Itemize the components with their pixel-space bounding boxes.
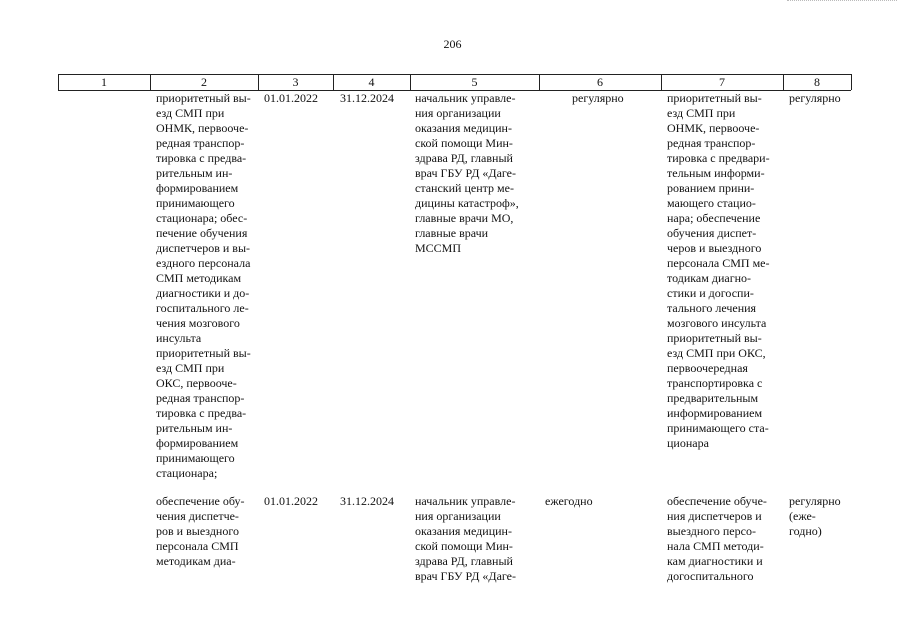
column-header-3: 3 xyxy=(292,75,299,89)
row1-frequency: регулярно xyxy=(572,91,624,105)
row2-measure-cell: обеспечение обу- чения диспетче- ров и выездного персонала СМП методикам диа- xyxy=(156,494,245,568)
row2-frequency: ежегодно xyxy=(545,494,593,508)
row2-result-frequency: регулярно (еже- годно) xyxy=(789,494,841,538)
column-header-2: 2 xyxy=(201,75,207,89)
column-header-4: 4 xyxy=(368,75,375,89)
row1-measure-cell: приоритетный вы- езд СМП при ОНМК, первооче- редная транспор- тировка с предва- рительным ин- формированием принимающего стационара; обес- печение обучения диспетчеров и вы- ездного персонала СМП методикам диагностики и до- госпитального ле- чения мозгового инсульта приоритетный вы- езд СМП при ОКС, первооче- редная транспор- тировка с предва- рительным ин- формированием принимающего стационара; xyxy=(156,91,251,480)
row1-start-date: 01.01.2022 xyxy=(264,91,318,105)
column-header-6: 6 xyxy=(597,75,603,89)
row2-responsible-cell: начальник управле- ния организации оказания медицин- ской помощи Мин- здрава РД, главный врач ГБУ РД «Даге- xyxy=(415,494,517,583)
scan-edge-mark xyxy=(787,0,897,2)
col-separator xyxy=(851,74,852,90)
row1-end-date: 31.12.2024 xyxy=(340,91,394,105)
row1-result-cell: приоритетный вы- езд СМП при ОНМК, первооче- редная транспор- тировка с предвари- тельным информи- рованием прини- мающего стацио- нара; обеспечение обучения диспет- черов и выездного персонала СМП ме- тодикам диагно- стики и догоспи- тального лечения мозгового инсульта приоритетный вы- езд СМП при ОКС, первоочередная транспортировка с предварительным информированием принимающего ста- ционара xyxy=(667,91,770,450)
column-header-1: 1 xyxy=(101,75,107,89)
row2-result-cell: обеспечение обуче- ния диспетчеров и выездного персо- нала СМП методи- кам диагностики и догоспитального xyxy=(667,494,767,583)
column-header-8: 8 xyxy=(814,75,820,89)
row1-result-frequency: регулярно xyxy=(789,91,841,105)
column-header-7: 7 xyxy=(719,75,725,89)
column-header-5: 5 xyxy=(471,75,478,89)
row2-end-date: 31.12.2024 xyxy=(340,494,394,508)
page-number: 206 xyxy=(443,37,462,51)
row2-start-date: 01.01.2022 xyxy=(264,494,318,508)
row1-responsible-cell: начальник управле- ния организации оказания медицин- ской помощи Мин- здрава РД, главный врач ГБУ РД «Даге- станский центр ме- дицины катастроф», главные врачи МО, главные врачи МССМП xyxy=(415,91,519,255)
